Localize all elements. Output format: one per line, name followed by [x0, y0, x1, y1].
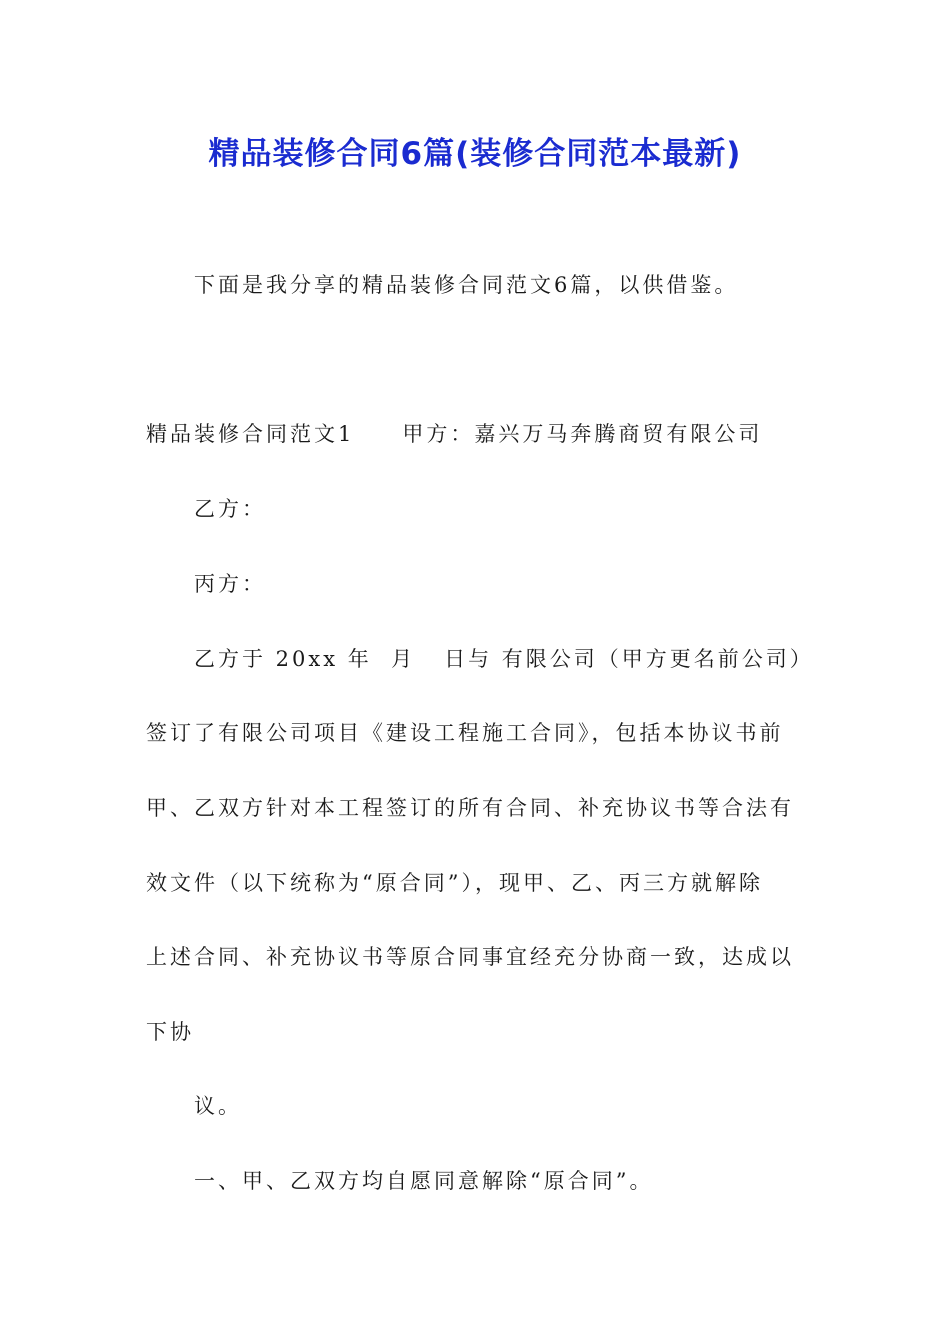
- body-line: 甲、乙双方针对本工程签订的所有合同、补充协议书等合法有: [146, 796, 794, 820]
- body-line: 下协: [146, 1020, 194, 1044]
- body-line: 议。: [194, 1094, 242, 1118]
- body-line: 效文件（以下统称为“原合同”），现甲、乙、丙三方就解除: [146, 871, 763, 895]
- party-b-line: 乙方：: [194, 497, 266, 521]
- party-a-line: 甲方：嘉兴万马奔腾商贸有限公司: [402, 422, 763, 446]
- section-label: 精品装修合同范文1: [146, 422, 355, 446]
- document-title: 精品装修合同6篇(装修合同范本最新): [208, 136, 742, 172]
- body-line: 上述合同、补充协议书等原合同事宜经充分协商一致，达成以: [146, 945, 794, 969]
- intro-paragraph: 下面是我分享的精品装修合同范文6篇，以供借鉴。: [194, 273, 739, 297]
- body-line: 乙方于 20xx 年 月 日与 有限公司（甲方更名前公司）: [194, 647, 814, 671]
- clause-1: 一、甲、乙双方均自愿同意解除“原合同”。: [194, 1169, 654, 1193]
- section-header-line: [146, 419, 762, 449]
- party-c-line: 丙方：: [194, 572, 266, 596]
- body-line: 签订了有限公司项目《建设工程施工合同》，包括本协议书前: [146, 721, 784, 745]
